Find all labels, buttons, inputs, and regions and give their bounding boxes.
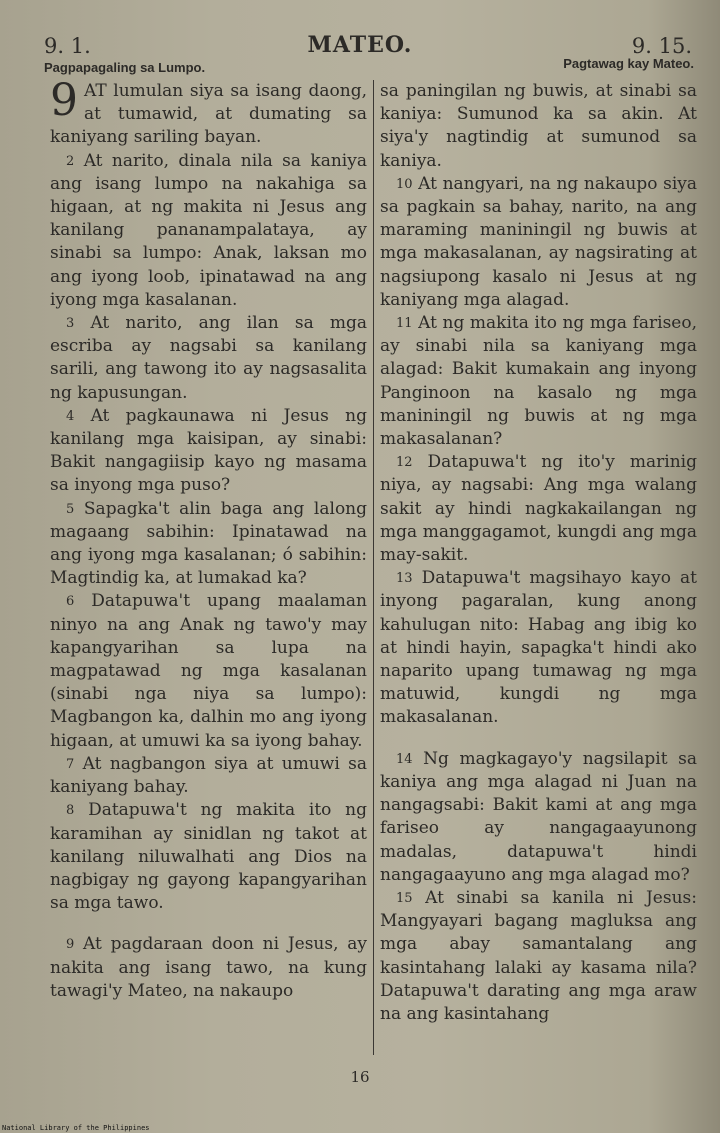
verse-number: 14 (396, 751, 413, 767)
chapter-dropcap: 9 (50, 75, 78, 126)
verse-number: 2 (66, 153, 75, 169)
verse-text: At pagdaraan doon ni Jesus, ay nakita ang isang tawo, na kung tawagi'y Mateo, na nakaupo (50, 934, 367, 1001)
verse-text: Sapagka't alin baga ang lalong magaang sabihin: Ipinatawad na ang iyong mga kasalanan; ó sabihin: Magtindig ka, at lumakad ka? (50, 498, 368, 589)
library-credit: National Library of the Philippines (2, 1124, 150, 1132)
header-reference-right: 9. 15. (631, 34, 692, 58)
verse-number: 6 (66, 594, 75, 610)
verse-text: At nagbangon siya at umuwi sa kaniyang bahay. (50, 753, 368, 798)
verse-number: 3 (66, 316, 75, 332)
verse-1 (50, 75, 367, 150)
verse-14 (380, 748, 697, 887)
verse-5 (50, 498, 367, 591)
verse-4 (50, 405, 367, 498)
verse-3 (50, 312, 367, 405)
verse-2 (50, 150, 367, 312)
verse-text: Datapuwa't ng makita ito ng karamihan ay sinidlan ng takot at kanilang niluwalhati ang Dios na nagbigay ng gayong kapangyarihan sa mga tawo. (50, 800, 368, 914)
verse-12 (380, 451, 697, 567)
verse-number: 9 (66, 937, 75, 953)
verse-15 (380, 887, 697, 1026)
verse-text: sa paningilan ng buwis, at sinabi sa kaniya: Sumunod ka sa akin. At siya'y nagtindig at sumunod sa kaniya. (380, 81, 697, 171)
verse-9-continued (380, 80, 697, 173)
verse-text: At pagkaunawa ni Jesus ng kanilang mga kaisipan, ay sinabi: Bakit nangagiisip kayo ng masama sa inyong mga puso? (50, 405, 367, 496)
section-heading-left: Pagpapagaling sa Lumpo. (44, 60, 206, 75)
verse-text: At nangyari, na ng nakaupo siya sa pagkain sa bahay, narito, na ang maraming maniningil ng buwis at mga makasalanan, ay nagsirating at nagsiupong kasalo ni Jesus at ng kaniyang mga alagad. (380, 173, 697, 310)
page-title: MATEO. (307, 32, 413, 58)
verse-number: 8 (66, 803, 75, 819)
section-heading-right: Pagtawag kay Mateo. (563, 56, 694, 71)
verse-number: 13 (396, 571, 413, 587)
verse-number: 10 (396, 176, 413, 192)
verse-text: At ng makita ito ng mga fariseo, ay sinabi nila sa kaniyang mga alagad: Bakit kumakain ang inyong Panginoon na kasalo ng mga maniningil ng buwis at ng mga makasalanan? (380, 313, 697, 450)
verse-text: AT lumulan siya sa isang daong, at tumawid, at dumating sa kaniyang sariling bayan. (50, 81, 367, 148)
verse-number: 4 (66, 408, 75, 424)
verse-number: 12 (396, 455, 413, 471)
left-column (50, 75, 368, 1003)
verse-number: 5 (66, 501, 75, 517)
verse-9 (50, 933, 367, 1003)
page-number: 16 (350, 1068, 370, 1086)
verse-text: Datapuwa't upang maalaman ninyo na ang Anak ng tawo'y may kapangyarihan sa lupa na magpatawad ng mga kasalanan (sinabi nga niya sa lumpo): Magbangon ka, dalhin mo ang iyong higaan, at umuwi ka sa iyong bahay. (50, 591, 367, 751)
verse-number: 7 (66, 756, 75, 772)
right-column (380, 80, 697, 1026)
header-reference-left: 9. 1. (44, 34, 91, 58)
column-divider (373, 80, 374, 1055)
verse-7 (50, 753, 367, 799)
verse-text: At sinabi sa kanila ni Jesus: Mangyayari bagang magluksa ang mga abay samantalang ang kasintahang lalaki ay kasama nila? Datapuwa't darating ang mga araw na ang kasintahang (380, 887, 697, 1024)
verse-text: Ng magkagayo'y nagsilapit sa kaniya ang mga alagad ni Juan na nangagsabi: Bakit kami at ang mga fariseo ay nangagaayunong madalas, datapuwa't hindi nangagaayuno ang mga alagad mo? (380, 748, 698, 885)
verse-13 (380, 567, 697, 729)
verse-text: Datapuwa't magsihayo kayo at inyong pagaralan, kung anong kahulugan nito: Habag ang ibig ko at hindi hayin, sapagka't hindi ako naparito upang tumawag ng mga matuwid, kungdi ng mga makasalanan. (380, 568, 697, 728)
verse-6 (50, 590, 367, 752)
verse-text: At narito, ang ilan sa mga escriba ay nagsabi sa kanilang sarili, ang tawong ito ay nagsasalita ng kapusungan. (50, 313, 368, 403)
verse-text: At narito, dinala nila sa kaniya ang isang lumpo na nakahiga sa higaan, at ng makita ni Jesus ang kanilang pananampalataya, ay sinabi sa lumpo: Anak, laksan mo ang iyong loob, ipinatawad na ang iyong mga kasalanan. (50, 150, 367, 310)
verse-8 (50, 799, 367, 915)
verse-number: 15 (396, 890, 413, 906)
verse-11 (380, 312, 697, 451)
verse-number: 11 (396, 316, 413, 332)
verse-10 (380, 173, 697, 312)
verse-text: Datapuwa't ng ito'y marinig niya, ay nagsabi: Ang mga walang sakit ay hindi nagkakailangan ng mga manggagamot, kungdi ang mga may-sakit. (380, 452, 697, 566)
